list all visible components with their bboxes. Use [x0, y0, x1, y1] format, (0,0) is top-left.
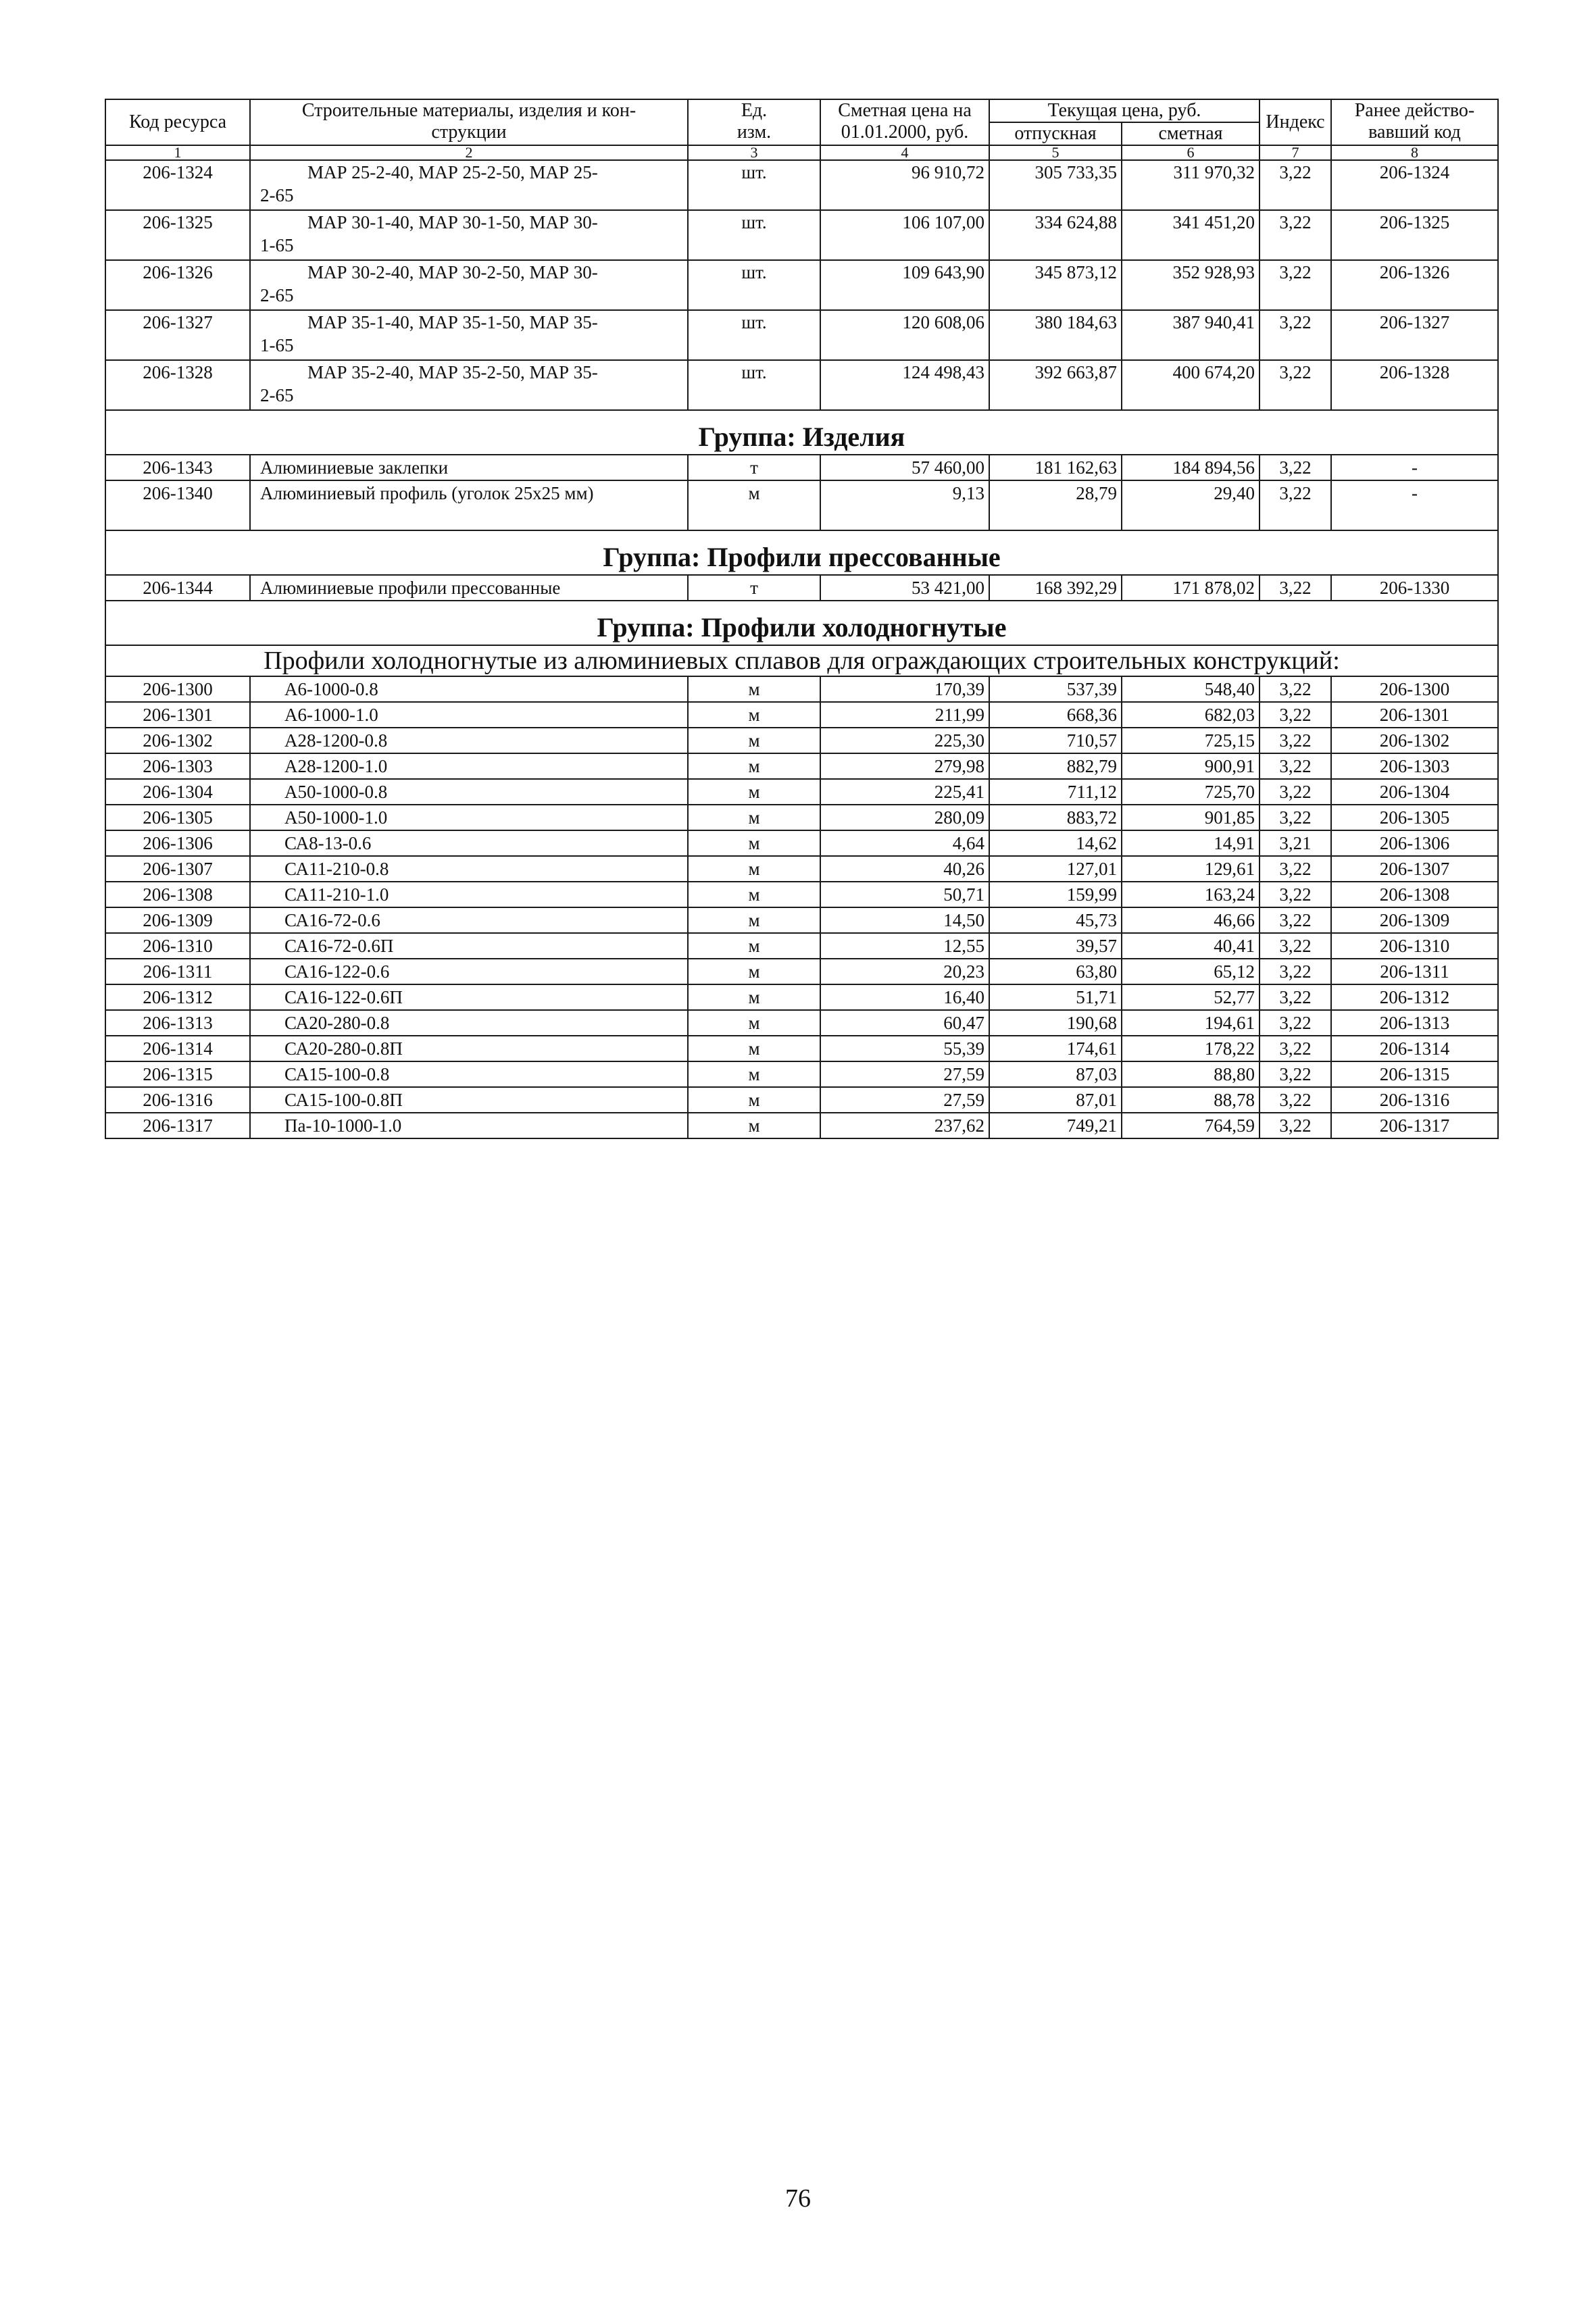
- resource-code: 206-1314: [105, 1036, 250, 1061]
- resource-code: 206-1317: [105, 1113, 250, 1138]
- unit: шт.: [688, 360, 820, 410]
- col-number: 1: [105, 145, 250, 160]
- estimate-price-current: 184 894,56: [1122, 455, 1260, 480]
- header-materials: Строительные материалы, изделия и кон- струкции: [250, 99, 688, 145]
- estimate-price-current: 171 878,02: [1122, 575, 1260, 601]
- previous-code: 206-1300: [1331, 676, 1498, 702]
- estimate-price-current: 352 928,93: [1122, 260, 1260, 310]
- resource-code: 206-1300: [105, 676, 250, 702]
- table-row: [105, 210, 1498, 260]
- estimate-price-2000: 40,26: [820, 856, 989, 882]
- header-previous-code: Ранее действо- вавший код: [1331, 99, 1498, 145]
- resource-code: 206-1309: [105, 907, 250, 933]
- material-name: А6-1000-0.8: [250, 676, 688, 702]
- group-title-izdeliya: [105, 410, 1498, 455]
- table-row: [105, 702, 1498, 728]
- col-number: 8: [1331, 145, 1498, 160]
- estimate-price-current: 46,66: [1122, 907, 1260, 933]
- price-index: 3,22: [1260, 805, 1331, 830]
- resource-code: 206-1307: [105, 856, 250, 882]
- previous-code: 206-1307: [1331, 856, 1498, 882]
- price-index: 3,22: [1260, 882, 1331, 907]
- previous-code: 206-1309: [1331, 907, 1498, 933]
- price-index: 3,22: [1260, 260, 1331, 310]
- table-row: [105, 728, 1498, 753]
- resource-code: 206-1326: [105, 260, 250, 310]
- table-row: [105, 933, 1498, 959]
- price-index: 3,22: [1260, 1010, 1331, 1036]
- previous-code: 206-1304: [1331, 779, 1498, 805]
- previous-code: 206-1327: [1331, 310, 1498, 360]
- release-price: 39,57: [989, 933, 1122, 959]
- release-price: 181 162,63: [989, 455, 1122, 480]
- material-name: СА11-210-0.8: [250, 856, 688, 882]
- estimate-price-2000: 120 608,06: [820, 310, 989, 360]
- col-number: 5: [989, 145, 1122, 160]
- estimate-price-2000: 280,09: [820, 805, 989, 830]
- estimate-price-2000: 27,59: [820, 1087, 989, 1113]
- price-index: 3,22: [1260, 779, 1331, 805]
- col-number: 6: [1122, 145, 1260, 160]
- price-index: 3,22: [1260, 480, 1331, 530]
- price-index: 3,22: [1260, 1036, 1331, 1061]
- price-table: [105, 99, 1499, 1139]
- estimate-price-current: 129,61: [1122, 856, 1260, 882]
- material-name: СА11-210-1.0: [250, 882, 688, 907]
- estimate-price-2000: 14,50: [820, 907, 989, 933]
- estimate-price-current: 163,24: [1122, 882, 1260, 907]
- previous-code: 206-1330: [1331, 575, 1498, 601]
- resource-code: 206-1343: [105, 455, 250, 480]
- estimate-price-current: 29,40: [1122, 480, 1260, 530]
- material-name: СА16-72-0.6П: [250, 933, 688, 959]
- previous-code: -: [1331, 480, 1498, 530]
- material-name: СА16-122-0.6П: [250, 984, 688, 1010]
- table-row: [105, 779, 1498, 805]
- previous-code: 206-1301: [1331, 702, 1498, 728]
- unit: шт.: [688, 260, 820, 310]
- material-name: СА20-280-0.8П: [250, 1036, 688, 1061]
- previous-code: 206-1308: [1331, 882, 1498, 907]
- estimate-price-2000: 16,40: [820, 984, 989, 1010]
- price-index: 3,22: [1260, 360, 1331, 410]
- estimate-price-current: 14,91: [1122, 830, 1260, 856]
- table-row: [105, 959, 1498, 984]
- material-name: СА16-122-0.6: [250, 959, 688, 984]
- release-price: 168 392,29: [989, 575, 1122, 601]
- unit: м: [688, 805, 820, 830]
- header-unit: Ед. изм.: [688, 99, 820, 145]
- previous-code: 206-1317: [1331, 1113, 1498, 1138]
- estimate-price-current: 65,12: [1122, 959, 1260, 984]
- table-row: [105, 753, 1498, 779]
- col-number: 7: [1260, 145, 1331, 160]
- table-row: [105, 260, 1498, 310]
- release-price: 334 624,88: [989, 210, 1122, 260]
- previous-code: 206-1315: [1331, 1061, 1498, 1087]
- estimate-price-2000: 60,47: [820, 1010, 989, 1036]
- col-number: 3: [688, 145, 820, 160]
- table-row: [105, 856, 1498, 882]
- release-price: 51,71: [989, 984, 1122, 1010]
- price-index: 3,22: [1260, 959, 1331, 984]
- resource-code: 206-1313: [105, 1010, 250, 1036]
- release-price: 190,68: [989, 1010, 1122, 1036]
- table-row: [105, 830, 1498, 856]
- estimate-price-current: 311 970,32: [1122, 160, 1260, 210]
- price-index: 3,22: [1260, 1061, 1331, 1087]
- unit: м: [688, 1036, 820, 1061]
- material-name: СА20-280-0.8: [250, 1010, 688, 1036]
- price-index: 3,22: [1260, 310, 1331, 360]
- estimate-price-current: 901,85: [1122, 805, 1260, 830]
- table-row: [105, 1061, 1498, 1087]
- material-name: МАР 30-1-40, МАР 30-1-50, МАР 30- 1-65: [250, 210, 688, 260]
- estimate-price-2000: 12,55: [820, 933, 989, 959]
- resource-code: 206-1303: [105, 753, 250, 779]
- header-row-1: [105, 99, 1498, 122]
- release-price: 45,73: [989, 907, 1122, 933]
- unit: м: [688, 753, 820, 779]
- previous-code: 206-1310: [1331, 933, 1498, 959]
- release-price: 710,57: [989, 728, 1122, 753]
- unit: м: [688, 676, 820, 702]
- price-index: 3,22: [1260, 984, 1331, 1010]
- release-price: 127,01: [989, 856, 1122, 882]
- table-row: [105, 1113, 1498, 1138]
- previous-code: -: [1331, 455, 1498, 480]
- estimate-price-current: 400 674,20: [1122, 360, 1260, 410]
- release-price: 14,62: [989, 830, 1122, 856]
- estimate-price-current: 88,78: [1122, 1087, 1260, 1113]
- estimate-price-2000: 106 107,00: [820, 210, 989, 260]
- resource-code: 206-1344: [105, 575, 250, 601]
- table-row: [105, 676, 1498, 702]
- table-row: [105, 882, 1498, 907]
- material-name: СА8-13-0.6: [250, 830, 688, 856]
- estimate-price-2000: 211,99: [820, 702, 989, 728]
- material-name: Па-10-1000-1.0: [250, 1113, 688, 1138]
- material-name: Алюминиевые заклепки: [250, 455, 688, 480]
- price-index: 3,22: [1260, 702, 1331, 728]
- price-index: 3,22: [1260, 575, 1331, 601]
- release-price: 392 663,87: [989, 360, 1122, 410]
- estimate-price-current: 682,03: [1122, 702, 1260, 728]
- previous-code: 206-1313: [1331, 1010, 1498, 1036]
- col-number: 2: [250, 145, 688, 160]
- estimate-price-2000: 279,98: [820, 753, 989, 779]
- material-name: А28-1200-0.8: [250, 728, 688, 753]
- price-index: 3,22: [1260, 1113, 1331, 1138]
- estimate-price-2000: 237,62: [820, 1113, 989, 1138]
- estimate-price-current: 387 940,41: [1122, 310, 1260, 360]
- unit: шт.: [688, 210, 820, 260]
- price-index: 3,22: [1260, 907, 1331, 933]
- resource-code: 206-1310: [105, 933, 250, 959]
- unit: м: [688, 959, 820, 984]
- resource-code: 206-1340: [105, 480, 250, 530]
- unit: м: [688, 1113, 820, 1138]
- release-price: 668,36: [989, 702, 1122, 728]
- estimate-price-2000: 96 910,72: [820, 160, 989, 210]
- col-number: 4: [820, 145, 989, 160]
- material-name: А50-1000-1.0: [250, 805, 688, 830]
- release-price: 749,21: [989, 1113, 1122, 1138]
- unit: шт.: [688, 310, 820, 360]
- group-title-izdeliya-text: Группа: Изделия: [105, 410, 1498, 455]
- estimate-price-current: 40,41: [1122, 933, 1260, 959]
- estimate-price-current: 764,59: [1122, 1113, 1260, 1138]
- price-table-body: [105, 99, 1498, 1138]
- previous-code: 206-1328: [1331, 360, 1498, 410]
- release-price: 28,79: [989, 480, 1122, 530]
- price-index: 3,22: [1260, 160, 1331, 210]
- resource-code: 206-1325: [105, 210, 250, 260]
- unit: м: [688, 984, 820, 1010]
- price-index: 3,21: [1260, 830, 1331, 856]
- estimate-price-2000: 57 460,00: [820, 455, 989, 480]
- estimate-price-2000: 50,71: [820, 882, 989, 907]
- previous-code: 206-1324: [1331, 160, 1498, 210]
- previous-code: 206-1303: [1331, 753, 1498, 779]
- resource-code: 206-1324: [105, 160, 250, 210]
- estimate-price-2000: 4,64: [820, 830, 989, 856]
- resource-code: 206-1305: [105, 805, 250, 830]
- previous-code: 206-1316: [1331, 1087, 1498, 1113]
- price-index: 3,22: [1260, 753, 1331, 779]
- material-name: А50-1000-0.8: [250, 779, 688, 805]
- estimate-price-current: 341 451,20: [1122, 210, 1260, 260]
- resource-code: 206-1301: [105, 702, 250, 728]
- resource-code: 206-1328: [105, 360, 250, 410]
- table-row: [105, 575, 1498, 601]
- unit: м: [688, 480, 820, 530]
- price-index: 3,22: [1260, 1087, 1331, 1113]
- previous-code: 206-1302: [1331, 728, 1498, 753]
- material-name: МАР 35-2-40, МАР 35-2-50, МАР 35- 2-65: [250, 360, 688, 410]
- unit: м: [688, 856, 820, 882]
- unit: м: [688, 882, 820, 907]
- header-release-price: отпускная: [989, 122, 1122, 145]
- release-price: 159,99: [989, 882, 1122, 907]
- table-row: [105, 805, 1498, 830]
- estimate-price-2000: 109 643,90: [820, 260, 989, 310]
- resource-code: 206-1306: [105, 830, 250, 856]
- estimate-price-current: 52,77: [1122, 984, 1260, 1010]
- estimate-price-current: 178,22: [1122, 1036, 1260, 1061]
- material-name: Алюминиевый профиль (уголок 25х25 мм): [250, 480, 688, 530]
- material-name: СА16-72-0.6: [250, 907, 688, 933]
- release-price: 63,80: [989, 959, 1122, 984]
- table-row: [105, 984, 1498, 1010]
- unit: т: [688, 575, 820, 601]
- table-row: [105, 480, 1498, 530]
- estimate-price-2000: 225,41: [820, 779, 989, 805]
- unit: шт.: [688, 160, 820, 210]
- previous-code: 206-1326: [1331, 260, 1498, 310]
- estimate-price-2000: 20,23: [820, 959, 989, 984]
- release-price: 711,12: [989, 779, 1122, 805]
- unit: м: [688, 1010, 820, 1036]
- unit: м: [688, 728, 820, 753]
- table-row: [105, 1087, 1498, 1113]
- previous-code: 206-1312: [1331, 984, 1498, 1010]
- material-name: МАР 25-2-40, МАР 25-2-50, МАР 25- 2-65: [250, 160, 688, 210]
- price-index: 3,22: [1260, 455, 1331, 480]
- previous-code: 206-1314: [1331, 1036, 1498, 1061]
- table-row: [105, 907, 1498, 933]
- group-title-pressed-text: Группа: Профили прессованные: [105, 530, 1498, 575]
- header-estimate-current: сметная: [1122, 122, 1260, 145]
- estimate-price-2000: 124 498,43: [820, 360, 989, 410]
- material-name: МАР 30-2-40, МАР 30-2-50, МАР 30- 2-65: [250, 260, 688, 310]
- header-index: Индекс: [1260, 99, 1331, 145]
- estimate-price-2000: 53 421,00: [820, 575, 989, 601]
- resource-code: 206-1304: [105, 779, 250, 805]
- estimate-price-current: 725,70: [1122, 779, 1260, 805]
- resource-code: 206-1316: [105, 1087, 250, 1113]
- estimate-price-2000: 27,59: [820, 1061, 989, 1087]
- resource-code: 206-1308: [105, 882, 250, 907]
- price-index: 3,22: [1260, 676, 1331, 702]
- release-price: 537,39: [989, 676, 1122, 702]
- page-number: 76: [785, 2184, 811, 2213]
- material-name: Алюминиевые профили прессованные: [250, 575, 688, 601]
- estimate-price-current: 548,40: [1122, 676, 1260, 702]
- previous-code: 206-1311: [1331, 959, 1498, 984]
- unit: м: [688, 1087, 820, 1113]
- resource-code: 206-1327: [105, 310, 250, 360]
- estimate-price-current: 194,61: [1122, 1010, 1260, 1036]
- release-price: 345 873,12: [989, 260, 1122, 310]
- material-name: МАР 35-1-40, МАР 35-1-50, МАР 35- 1-65: [250, 310, 688, 360]
- estimate-price-2000: 55,39: [820, 1036, 989, 1061]
- release-price: 305 733,35: [989, 160, 1122, 210]
- unit: м: [688, 933, 820, 959]
- estimate-price-2000: 9,13: [820, 480, 989, 530]
- resource-code: 206-1312: [105, 984, 250, 1010]
- group-title-pressed: [105, 530, 1498, 575]
- previous-code: 206-1305: [1331, 805, 1498, 830]
- release-price: 883,72: [989, 805, 1122, 830]
- unit: м: [688, 907, 820, 933]
- release-price: 87,03: [989, 1061, 1122, 1087]
- release-price: 882,79: [989, 753, 1122, 779]
- estimate-price-current: 88,80: [1122, 1061, 1260, 1087]
- estimate-price-current: 725,15: [1122, 728, 1260, 753]
- header-current-price: Текущая цена, руб.: [989, 99, 1260, 122]
- table-row: [105, 360, 1498, 410]
- price-index: 3,22: [1260, 856, 1331, 882]
- table-row: [105, 1036, 1498, 1061]
- table-row: [105, 455, 1498, 480]
- header-estimate-price: Сметная цена на 01.01.2000, руб.: [820, 99, 989, 145]
- estimate-price-current: 900,91: [1122, 753, 1260, 779]
- material-name: А28-1200-1.0: [250, 753, 688, 779]
- estimate-price-2000: 170,39: [820, 676, 989, 702]
- release-price: 380 184,63: [989, 310, 1122, 360]
- unit: м: [688, 830, 820, 856]
- unit: м: [688, 779, 820, 805]
- material-name: СА15-100-0.8П: [250, 1087, 688, 1113]
- release-price: 174,61: [989, 1036, 1122, 1061]
- unit: м: [688, 702, 820, 728]
- group-subtitle-cold-text: Профили холодногнутые из алюминиевых сплавов для ограждающих строительных конструкций:: [105, 645, 1498, 676]
- release-price: 87,01: [989, 1087, 1122, 1113]
- resource-code: 206-1302: [105, 728, 250, 753]
- price-index: 3,22: [1260, 933, 1331, 959]
- column-numbers-row: [105, 145, 1498, 160]
- group-title-cold-text: Группа: Профили холодногнутые: [105, 601, 1498, 645]
- previous-code: 206-1325: [1331, 210, 1498, 260]
- material-name: А6-1000-1.0: [250, 702, 688, 728]
- resource-code: 206-1315: [105, 1061, 250, 1087]
- table-row: [105, 160, 1498, 210]
- resource-code: 206-1311: [105, 959, 250, 984]
- price-index: 3,22: [1260, 728, 1331, 753]
- estimate-price-2000: 225,30: [820, 728, 989, 753]
- price-index: 3,22: [1260, 210, 1331, 260]
- material-name: СА15-100-0.8: [250, 1061, 688, 1087]
- unit: т: [688, 455, 820, 480]
- header-code: Код ресурса: [105, 99, 250, 145]
- group-title-cold: [105, 601, 1498, 645]
- previous-code: 206-1306: [1331, 830, 1498, 856]
- table-row: [105, 1010, 1498, 1036]
- group-subtitle-cold: [105, 645, 1498, 676]
- unit: м: [688, 1061, 820, 1087]
- table-row: [105, 310, 1498, 360]
